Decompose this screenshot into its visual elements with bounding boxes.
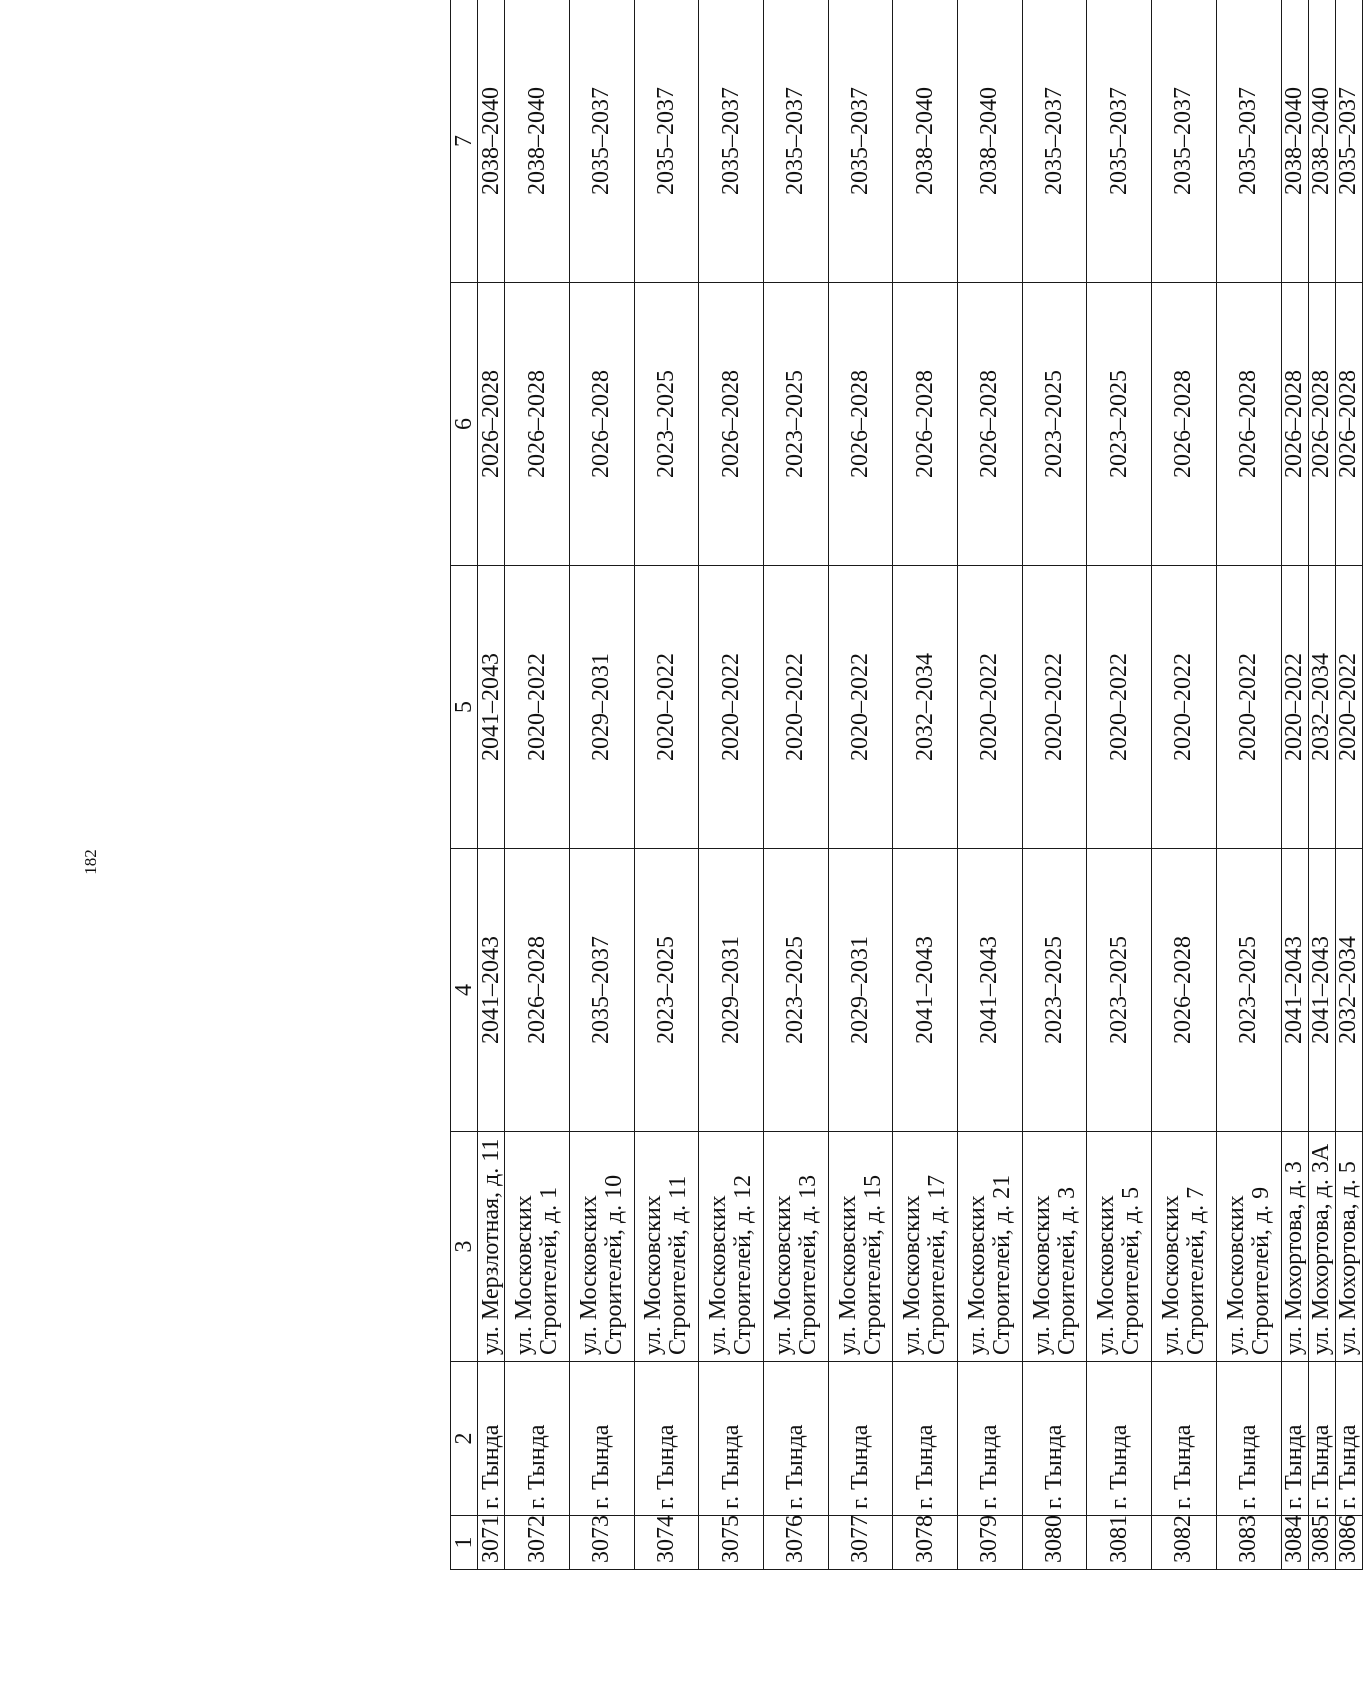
rotated-table-wrapper bbox=[450, 0, 1363, 1570]
cell-c3: ул. Московских Строителей, д. 5 bbox=[1087, 1132, 1152, 1362]
cell-c6: 2026–2028 bbox=[958, 283, 1023, 566]
cell-c4: 2041–2043 bbox=[478, 849, 505, 1132]
cell-c3: ул. Московских Строителей, д. 11 bbox=[634, 1132, 699, 1362]
cell-c7: 2035–2037 bbox=[1087, 0, 1152, 283]
table-row bbox=[478, 0, 505, 1570]
cell-c5: 2020–2022 bbox=[958, 566, 1023, 849]
cell-c5: 2020–2022 bbox=[1022, 566, 1087, 849]
cell-c6: 2026–2028 bbox=[505, 283, 570, 566]
cell-c6: 2026–2028 bbox=[569, 283, 634, 566]
column-header: 7 bbox=[451, 0, 478, 283]
table-row bbox=[1308, 0, 1335, 1570]
cell-c6: 2023–2025 bbox=[1087, 283, 1152, 566]
cell-c3: ул. Московских Строителей, д. 1 bbox=[505, 1132, 570, 1362]
cell-c3: ул. Мохортова, д. 5 bbox=[1335, 1132, 1362, 1362]
cell-c2: г. Тында bbox=[1152, 1362, 1217, 1516]
cell-c4: 2032–2034 bbox=[1335, 849, 1362, 1132]
cell-c2: г. Тында bbox=[634, 1362, 699, 1516]
cell-c2: г. Тында bbox=[1087, 1362, 1152, 1516]
column-header: 4 bbox=[451, 849, 478, 1132]
cell-c3: ул. Московских Строителей, д. 12 bbox=[699, 1132, 764, 1362]
cell-c2: г. Тында bbox=[478, 1362, 505, 1516]
cell-c4: 2029–2031 bbox=[699, 849, 764, 1132]
cell-c2: г. Тында bbox=[1022, 1362, 1087, 1516]
table-body bbox=[451, 0, 1363, 1570]
cell-c7: 2038–2040 bbox=[1281, 0, 1308, 283]
cell-c5: 2020–2022 bbox=[1335, 566, 1362, 849]
cell-c5: 2041–2043 bbox=[478, 566, 505, 849]
cell-c5: 2029–2031 bbox=[569, 566, 634, 849]
cell-c7: 2035–2037 bbox=[828, 0, 893, 283]
cell-c6: 2023–2025 bbox=[634, 283, 699, 566]
cell-c2: г. Тында bbox=[1216, 1362, 1281, 1516]
cell-c7: 2035–2037 bbox=[699, 0, 764, 283]
cell-c1: 3084 bbox=[1281, 1516, 1308, 1570]
cell-c5: 2020–2022 bbox=[1216, 566, 1281, 849]
cell-c1: 3073 bbox=[569, 1516, 634, 1570]
cell-c2: г. Тында bbox=[1281, 1362, 1308, 1516]
cell-c7: 2038–2040 bbox=[893, 0, 958, 283]
cell-c5: 2032–2034 bbox=[893, 566, 958, 849]
cell-c1: 3074 bbox=[634, 1516, 699, 1570]
cell-c2: г. Тында bbox=[1308, 1362, 1335, 1516]
cell-c1: 3076 bbox=[764, 1516, 829, 1570]
table-row bbox=[958, 0, 1023, 1570]
cell-c7: 2038–2040 bbox=[1308, 0, 1335, 283]
cell-c4: 2023–2025 bbox=[634, 849, 699, 1132]
cell-c3: ул. Мохортова, д. 3 bbox=[1281, 1132, 1308, 1362]
table-row bbox=[1022, 0, 1087, 1570]
cell-c4: 2026–2028 bbox=[505, 849, 570, 1132]
cell-c5: 2020–2022 bbox=[1281, 566, 1308, 849]
cell-c4: 2035–2037 bbox=[569, 849, 634, 1132]
cell-c6: 2026–2028 bbox=[1216, 283, 1281, 566]
cell-c6: 2026–2028 bbox=[1281, 283, 1308, 566]
cell-c2: г. Тында bbox=[1335, 1362, 1362, 1516]
cell-c7: 2035–2037 bbox=[764, 0, 829, 283]
cell-c5: 2032–2034 bbox=[1308, 566, 1335, 849]
cell-c5: 2020–2022 bbox=[699, 566, 764, 849]
table-row bbox=[505, 0, 570, 1570]
cell-c4: 2041–2043 bbox=[1308, 849, 1335, 1132]
table-row bbox=[699, 0, 764, 1570]
column-header: 2 bbox=[451, 1362, 478, 1516]
cell-c7: 2035–2037 bbox=[1216, 0, 1281, 283]
cell-c1: 3083 bbox=[1216, 1516, 1281, 1570]
cell-c6: 2026–2028 bbox=[478, 283, 505, 566]
cell-c4: 2023–2025 bbox=[1022, 849, 1087, 1132]
cell-c2: г. Тында bbox=[505, 1362, 570, 1516]
cell-c7: 2038–2040 bbox=[505, 0, 570, 283]
cell-c4: 2026–2028 bbox=[1152, 849, 1217, 1132]
cell-c3: ул. Московских Строителей, д. 13 bbox=[764, 1132, 829, 1362]
cell-c1: 3080 bbox=[1022, 1516, 1087, 1570]
column-header: 6 bbox=[451, 283, 478, 566]
cell-c3: ул. Московских Строителей, д. 9 bbox=[1216, 1132, 1281, 1362]
cell-c7: 2035–2037 bbox=[634, 0, 699, 283]
table-row bbox=[634, 0, 699, 1570]
cell-c3: ул. Мохортова, д. 3А bbox=[1308, 1132, 1335, 1362]
cell-c6: 2023–2025 bbox=[764, 283, 829, 566]
cell-c1: 3077 bbox=[828, 1516, 893, 1570]
cell-c6: 2023–2025 bbox=[1022, 283, 1087, 566]
cell-c4: 2041–2043 bbox=[893, 849, 958, 1132]
cell-c1: 3085 bbox=[1308, 1516, 1335, 1570]
column-header: 1 bbox=[451, 1516, 478, 1570]
cell-c2: г. Тында bbox=[958, 1362, 1023, 1516]
cell-c7: 2038–2040 bbox=[958, 0, 1023, 283]
table-row bbox=[1281, 0, 1308, 1570]
page-number: 182 bbox=[80, 849, 100, 875]
cell-c3: ул. Московских Строителей, д. 15 bbox=[828, 1132, 893, 1362]
cell-c6: 2026–2028 bbox=[893, 283, 958, 566]
table-row bbox=[828, 0, 893, 1570]
cell-c5: 2020–2022 bbox=[505, 566, 570, 849]
cell-c2: г. Тында bbox=[569, 1362, 634, 1516]
table-row bbox=[1335, 0, 1362, 1570]
cell-c1: 3071 bbox=[478, 1516, 505, 1570]
cell-c4: 2041–2043 bbox=[958, 849, 1023, 1132]
table-row bbox=[1087, 0, 1152, 1570]
table-row bbox=[569, 0, 634, 1570]
cell-c4: 2023–2025 bbox=[764, 849, 829, 1132]
cell-c1: 3075 bbox=[699, 1516, 764, 1570]
cell-c7: 2035–2037 bbox=[1152, 0, 1217, 283]
cell-c1: 3086 bbox=[1335, 1516, 1362, 1570]
cell-c2: г. Тында bbox=[828, 1362, 893, 1516]
cell-c4: 2023–2025 bbox=[1087, 849, 1152, 1132]
cell-c4: 2023–2025 bbox=[1216, 849, 1281, 1132]
table-row bbox=[1152, 0, 1217, 1570]
cell-c3: ул. Московских Строителей, д. 17 bbox=[893, 1132, 958, 1362]
cell-c5: 2020–2022 bbox=[764, 566, 829, 849]
cell-c7: 2035–2037 bbox=[1022, 0, 1087, 283]
table-row bbox=[764, 0, 829, 1570]
cell-c7: 2035–2037 bbox=[1335, 0, 1362, 283]
cell-c7: 2035–2037 bbox=[569, 0, 634, 283]
cell-c3: ул. Московских Строителей, д. 21 bbox=[958, 1132, 1023, 1362]
cell-c6: 2026–2028 bbox=[828, 283, 893, 566]
cell-c1: 3081 bbox=[1087, 1516, 1152, 1570]
cell-c7: 2038–2040 bbox=[478, 0, 505, 283]
cell-c3: ул. Московских Строителей, д. 3 bbox=[1022, 1132, 1087, 1362]
cell-c5: 2020–2022 bbox=[1087, 566, 1152, 849]
cell-c5: 2020–2022 bbox=[828, 566, 893, 849]
cell-c1: 3078 bbox=[893, 1516, 958, 1570]
cell-c5: 2020–2022 bbox=[1152, 566, 1217, 849]
schedule-table bbox=[450, 0, 1363, 1570]
cell-c2: г. Тында bbox=[764, 1362, 829, 1516]
cell-c2: г. Тында bbox=[893, 1362, 958, 1516]
column-header: 5 bbox=[451, 566, 478, 849]
cell-c3: ул. Московских Строителей, д. 10 bbox=[569, 1132, 634, 1362]
cell-c2: г. Тында bbox=[699, 1362, 764, 1516]
cell-c4: 2041–2043 bbox=[1281, 849, 1308, 1132]
header-row bbox=[451, 0, 478, 1570]
table-row bbox=[1216, 0, 1281, 1570]
column-header: 3 bbox=[451, 1132, 478, 1362]
cell-c1: 3082 bbox=[1152, 1516, 1217, 1570]
table-row bbox=[893, 0, 958, 1570]
cell-c3: ул. Мерзлотная, д. 11 bbox=[478, 1132, 505, 1362]
cell-c1: 3072 bbox=[505, 1516, 570, 1570]
cell-c6: 2026–2028 bbox=[1308, 283, 1335, 566]
cell-c5: 2020–2022 bbox=[634, 566, 699, 849]
cell-c6: 2026–2028 bbox=[1152, 283, 1217, 566]
cell-c3: ул. Московских Строителей, д. 7 bbox=[1152, 1132, 1217, 1362]
cell-c6: 2026–2028 bbox=[1335, 283, 1362, 566]
cell-c1: 3079 bbox=[958, 1516, 1023, 1570]
cell-c6: 2026–2028 bbox=[699, 283, 764, 566]
cell-c4: 2029–2031 bbox=[828, 849, 893, 1132]
